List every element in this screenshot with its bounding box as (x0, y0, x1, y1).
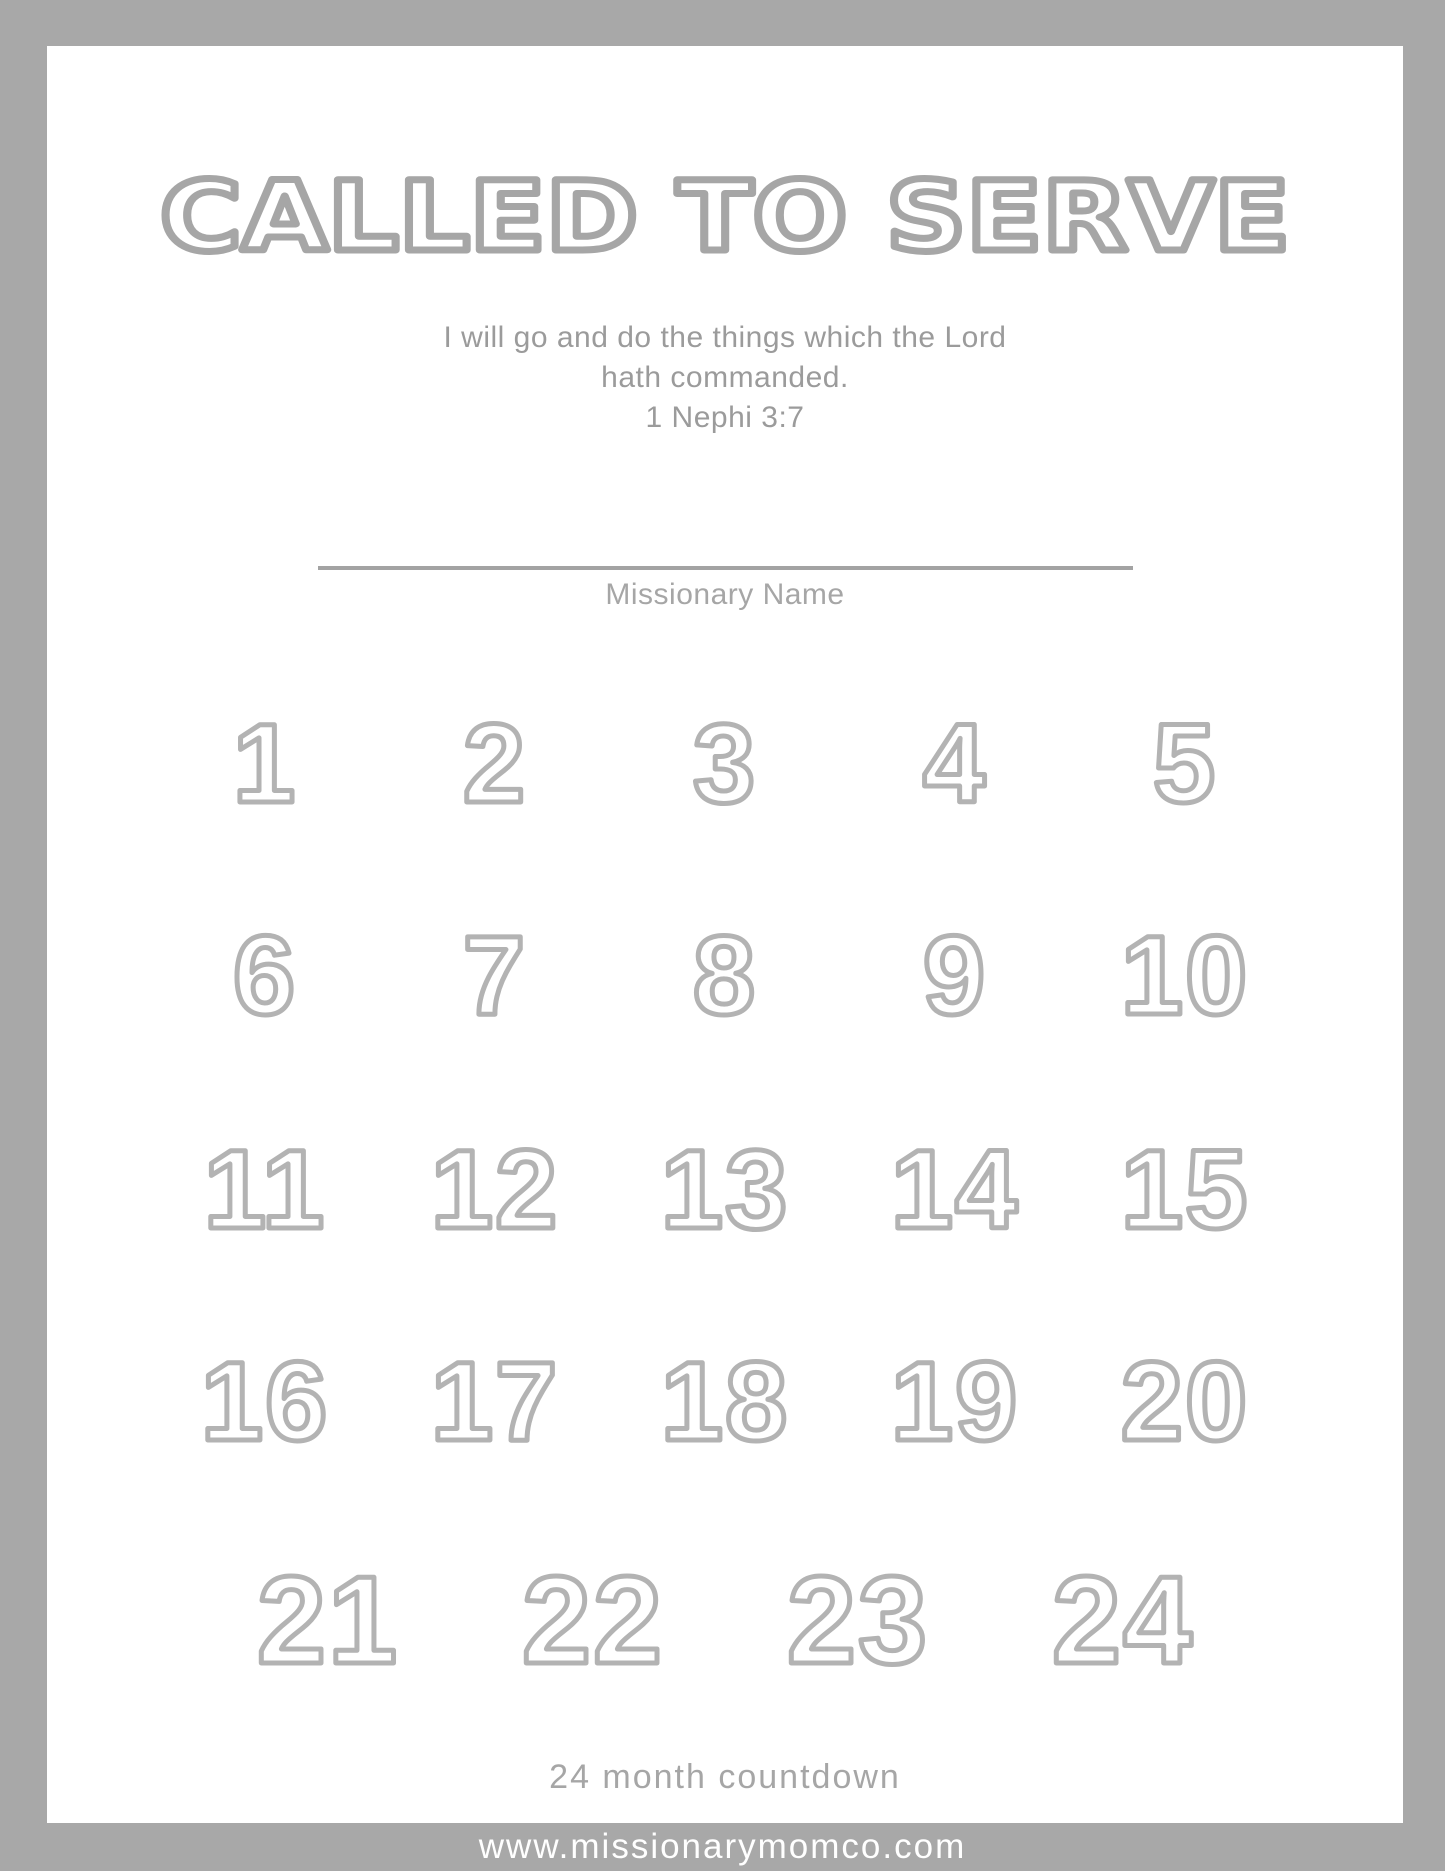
countdown-number-10: 10 (1120, 926, 1250, 1022)
number-outline-art (620, 926, 830, 1022)
number-outline-art (160, 1352, 370, 1448)
countdown-cell (150, 1140, 380, 1236)
countdown-number-2: 2 (462, 714, 528, 810)
number-outline-art (733, 1562, 983, 1674)
title-outline-art (150, 164, 1300, 276)
countdown-number-8: 8 (692, 926, 758, 1022)
countdown-cell (150, 714, 380, 810)
countdown-cell (990, 1562, 1255, 1674)
countdown-number-16: 16 (200, 1352, 330, 1448)
number-outline-art (998, 1562, 1248, 1674)
countdown-cell (610, 1352, 840, 1448)
countdown-cell (380, 1140, 610, 1236)
number-outline-art (390, 926, 600, 1022)
number-outline-art (620, 714, 830, 810)
footer-url: www.missionarymomco.com (478, 1827, 967, 1866)
countdown-number-18: 18 (660, 1352, 790, 1448)
scripture-quote (47, 318, 1403, 438)
countdown-cell (1070, 1352, 1300, 1448)
number-outline-art (1080, 1140, 1290, 1236)
countdown-number-19: 19 (890, 1352, 1020, 1448)
countdown-cell (610, 714, 840, 810)
countdown-cell (380, 926, 610, 1022)
countdown-number-22: 22 (521, 1562, 664, 1674)
countdown-number-12: 12 (430, 1140, 560, 1236)
quote-reference: 1 Nephi 3:7 (645, 401, 805, 434)
countdown-cell (195, 1562, 460, 1674)
countdown-number-4: 4 (922, 714, 988, 810)
missionary-name-line (318, 566, 1133, 570)
countdown-number-14: 14 (890, 1140, 1020, 1236)
number-outline-art (850, 926, 1060, 1022)
countdown-row-3 (150, 1140, 1300, 1236)
countdown-number-17: 17 (430, 1352, 560, 1448)
number-outline-art (620, 1352, 830, 1448)
countdown-number-15: 15 (1120, 1140, 1250, 1236)
countdown-cell (1070, 1140, 1300, 1236)
countdown-cell (380, 714, 610, 810)
number-outline-art (160, 1140, 370, 1236)
countdown-number-7: 7 (462, 926, 528, 1022)
document-sheet (47, 46, 1403, 1823)
quote-line-1: I will go and do the things which the Lord (443, 321, 1007, 354)
number-outline-art (1080, 926, 1290, 1022)
number-outline-art (160, 926, 370, 1022)
countdown-caption: 24 month countdown (549, 1758, 901, 1796)
number-outline-art (203, 1562, 453, 1674)
number-outline-art (390, 1140, 600, 1236)
number-outline-art (850, 1140, 1060, 1236)
countdown-cell (725, 1562, 990, 1674)
countdown-number-6: 6 (232, 926, 298, 1022)
number-outline-art (1080, 1352, 1290, 1448)
countdown-cell (460, 1562, 725, 1674)
countdown-cell (840, 1352, 1070, 1448)
number-outline-art (390, 714, 600, 810)
number-outline-art (850, 714, 1060, 810)
countdown-number-3: 3 (692, 714, 758, 810)
countdown-cell (1070, 714, 1300, 810)
countdown-cell (380, 1352, 610, 1448)
countdown-number-9: 9 (922, 926, 988, 1022)
number-outline-art (468, 1562, 718, 1674)
countdown-cell (840, 926, 1070, 1022)
countdown-cell (150, 1352, 380, 1448)
countdown-row-1 (150, 714, 1300, 810)
number-outline-art (1080, 714, 1290, 810)
missionary-name-label: Missionary Name (605, 578, 845, 611)
countdown-cell (840, 714, 1070, 810)
countdown-cell (610, 1140, 840, 1236)
page-title: CALLED TO SERVE (160, 164, 1290, 273)
quote-line-2: hath commanded. (601, 361, 849, 394)
countdown-row-4 (150, 1352, 1300, 1448)
countdown-number-24: 24 (1051, 1562, 1194, 1674)
number-outline-art (850, 1352, 1060, 1448)
countdown-number-5: 5 (1152, 714, 1218, 810)
countdown-number-13: 13 (660, 1140, 790, 1236)
countdown-row-2 (150, 926, 1300, 1022)
countdown-number-20: 20 (1120, 1352, 1250, 1448)
number-outline-art (160, 714, 370, 810)
countdown-number-21: 21 (256, 1562, 399, 1674)
countdown-cell (840, 1140, 1070, 1236)
countdown-cell (610, 926, 840, 1022)
missionary-name-block (47, 566, 1403, 612)
countdown-number-11: 11 (203, 1140, 327, 1236)
number-outline-art (620, 1140, 830, 1236)
number-outline-art (390, 1352, 600, 1448)
countdown-number-1: 1 (232, 714, 298, 810)
countdown-cell (1070, 926, 1300, 1022)
countdown-number-23: 23 (786, 1562, 929, 1674)
countdown-row-5 (195, 1562, 1255, 1674)
countdown-cell (150, 926, 380, 1022)
